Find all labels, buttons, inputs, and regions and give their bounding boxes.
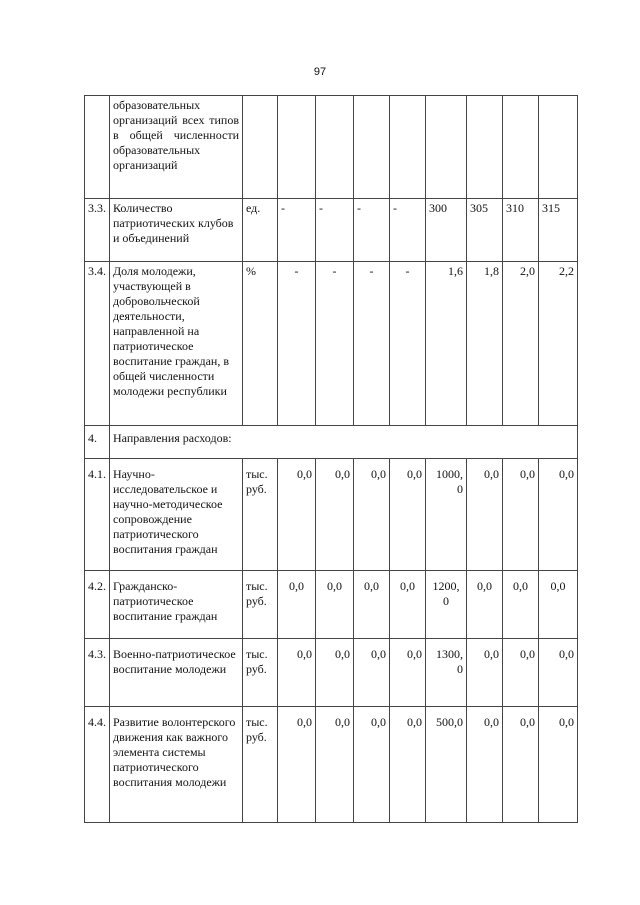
value-cell: 0,0 xyxy=(539,707,578,823)
row-number-cell xyxy=(85,96,110,199)
value-cell: 0,0 xyxy=(316,639,354,707)
value-cell: - xyxy=(390,199,426,262)
value-cell: 0,0 xyxy=(503,639,539,707)
section-row xyxy=(85,426,578,459)
value-cell xyxy=(539,96,578,199)
value-cell: 0,0 xyxy=(354,639,390,707)
value-cell: 1300, 0 xyxy=(426,639,467,707)
value-cell: 310 xyxy=(503,199,539,262)
unit-cell: тыс. руб. xyxy=(243,571,278,639)
value-cell: 0,0 xyxy=(467,707,503,823)
unit-cell: ед. xyxy=(243,199,278,262)
value-cell: 0,0 xyxy=(467,639,503,707)
value-cell: 0,0 xyxy=(316,571,354,639)
value-cell: 0,0 xyxy=(278,639,316,707)
value-cell: 1,6 xyxy=(426,262,467,426)
value-cell: 500,0 xyxy=(426,707,467,823)
row-number-cell: 4.3. xyxy=(85,639,110,707)
value-cell: 0,0 xyxy=(316,459,354,571)
page-number: 97 xyxy=(313,66,327,78)
value-cell: 0,0 xyxy=(539,571,578,639)
value-cell: 0,0 xyxy=(278,571,316,639)
value-cell: 300 xyxy=(426,199,467,262)
value-cell: 0,0 xyxy=(278,707,316,823)
section-title-cell: Направления расходов: xyxy=(110,426,578,459)
value-cell xyxy=(467,96,503,199)
unit-cell: тыс. руб. xyxy=(243,459,278,571)
unit-cell: тыс. руб. xyxy=(243,639,278,707)
value-cell xyxy=(278,96,316,199)
value-cell xyxy=(354,96,390,199)
indicator-name-cell: Научно-исследовательское и научно-методическое сопровождение патриотического воспитания граждан xyxy=(110,459,243,571)
value-cell: 1200, 0 xyxy=(426,571,467,639)
value-cell: 0,0 xyxy=(539,459,578,571)
value-cell: - xyxy=(278,199,316,262)
value-cell: 0,0 xyxy=(503,459,539,571)
row-number-cell: 4.1. xyxy=(85,459,110,571)
value-cell: - xyxy=(316,262,354,426)
indicators-table xyxy=(84,95,578,823)
indicator-name-cell: Военно-патриотическое воспитание молодежи xyxy=(110,639,243,707)
indicator-name-cell: Количество патриотических клубов и объединений xyxy=(110,199,243,262)
value-cell xyxy=(426,96,467,199)
unit-cell xyxy=(243,96,278,199)
table-row xyxy=(85,707,578,823)
value-cell: - xyxy=(390,262,426,426)
table-row xyxy=(85,639,578,707)
row-number-cell: 4.2. xyxy=(85,571,110,639)
indicator-name-cell: Доля молодежи, участвующей в добровольческой деятельности, направленной на патриотическое воспитание граждан, в общей численности молодежи республики xyxy=(110,262,243,426)
value-cell: 0,0 xyxy=(539,639,578,707)
value-cell: 0,0 xyxy=(316,707,354,823)
unit-cell: % xyxy=(243,262,278,426)
row-number-cell: 3.4. xyxy=(85,262,110,426)
value-cell: 0,0 xyxy=(278,459,316,571)
value-cell: 2,0 xyxy=(503,262,539,426)
value-cell: 0,0 xyxy=(390,459,426,571)
value-cell: 0,0 xyxy=(503,571,539,639)
value-cell: 1000, 0 xyxy=(426,459,467,571)
unit-cell: тыс. руб. xyxy=(243,707,278,823)
value-cell: 0,0 xyxy=(390,707,426,823)
value-cell: 2,2 xyxy=(539,262,578,426)
value-cell: 0,0 xyxy=(467,459,503,571)
indicator-name-cell: образовательных организаций всех типов в общей численности образовательных организаций xyxy=(110,96,243,199)
value-cell xyxy=(316,96,354,199)
value-cell: 1,8 xyxy=(467,262,503,426)
table-row xyxy=(85,96,578,199)
value-cell: 0,0 xyxy=(354,459,390,571)
value-cell: - xyxy=(316,199,354,262)
value-cell: - xyxy=(278,262,316,426)
value-cell: 0,0 xyxy=(354,707,390,823)
value-cell xyxy=(503,96,539,199)
value-cell: - xyxy=(354,262,390,426)
table-row xyxy=(85,199,578,262)
value-cell: 315 xyxy=(539,199,578,262)
value-cell: 0,0 xyxy=(390,639,426,707)
row-number-cell: 3.3. xyxy=(85,199,110,262)
row-number-cell: 4. xyxy=(85,426,110,459)
value-cell xyxy=(390,96,426,199)
value-cell: 0,0 xyxy=(390,571,426,639)
table-row xyxy=(85,262,578,426)
indicator-name-cell: Развитие волонтерского движения как важного элемента системы патриотического воспитания молодежи xyxy=(110,707,243,823)
value-cell: - xyxy=(354,199,390,262)
table-row xyxy=(85,459,578,571)
value-cell: 0,0 xyxy=(467,571,503,639)
value-cell: 0,0 xyxy=(503,707,539,823)
row-number-cell: 4.4. xyxy=(85,707,110,823)
indicator-name-cell: Гражданско-патриотическое воспитание граждан xyxy=(110,571,243,639)
value-cell: 305 xyxy=(467,199,503,262)
value-cell: 0,0 xyxy=(354,571,390,639)
table-row xyxy=(85,571,578,639)
